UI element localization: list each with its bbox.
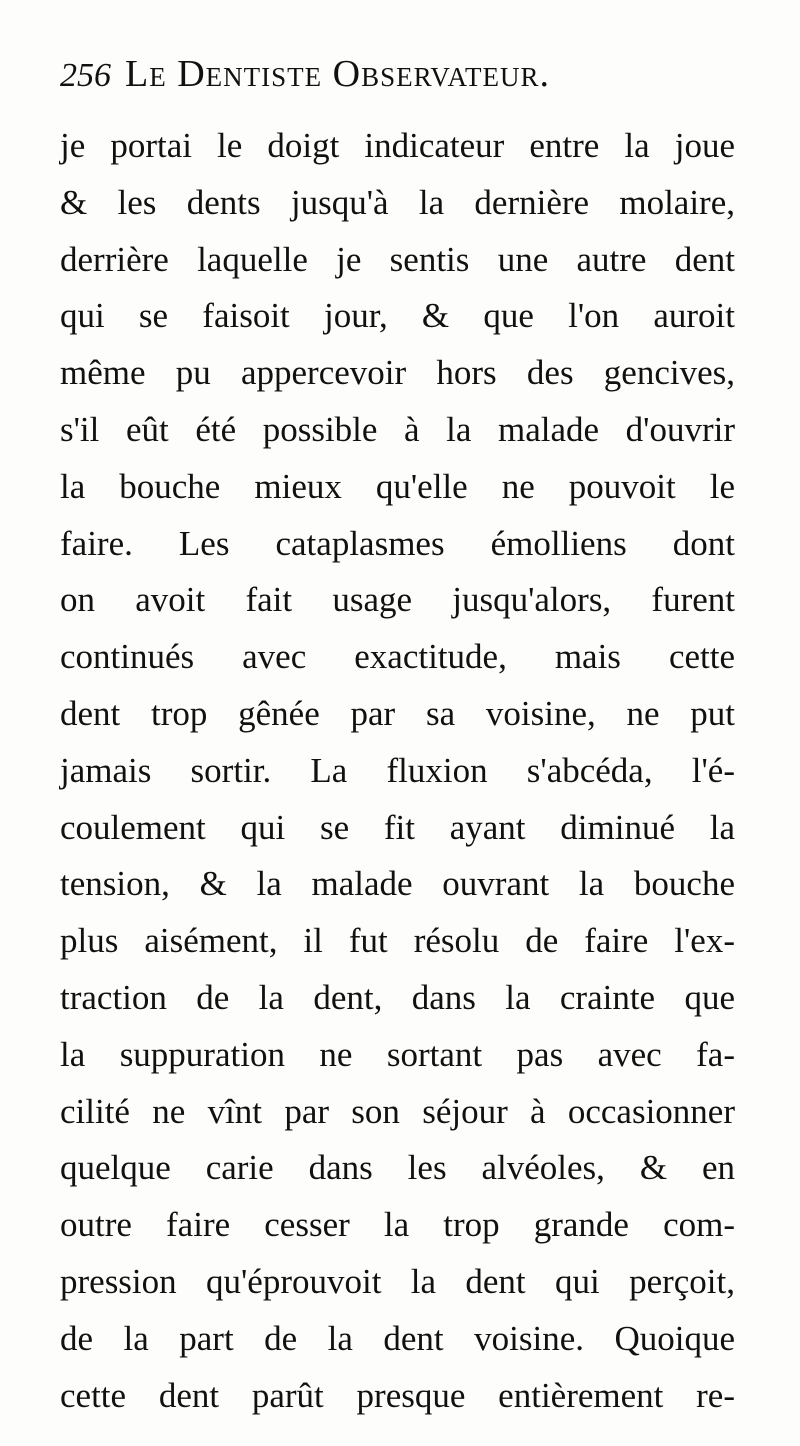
text-line: s'il eût été possible à la malade d'ouvrir <box>60 409 735 449</box>
text-line: coulement qui se fit ayant diminué la <box>60 807 735 847</box>
text-line: je portai le doigt indicateur entre la joue <box>60 126 735 165</box>
text-line: & les dents jusqu'à la dernière molaire, <box>60 182 735 222</box>
text-line: cette dent parût presque entièrement re- <box>60 1375 735 1415</box>
text-line: cilité ne vînt par son séjour à occasionner <box>60 1091 735 1131</box>
text-line: quelque carie dans les alvéoles, & en <box>60 1148 735 1188</box>
text-line: dent trop gênée par sa voisine, ne put <box>60 693 735 733</box>
text-line: qui se faisoit jour, & que l'on auroit <box>60 296 735 336</box>
text-line: la suppuration ne sortant pas avec fa- <box>60 1034 735 1074</box>
text-line: faire. Les cataplasmes émolliens dont <box>60 523 735 563</box>
text-line: de la part de la dent voisine. Quoique <box>60 1318 735 1358</box>
running-head <box>60 52 740 102</box>
text-line: on avoit fait usage jusqu'alors, furent <box>60 580 735 620</box>
text-line: outre faire cesser la trop grande com- <box>60 1205 735 1245</box>
text-line: pression qu'éprouvoit la dent qui perçoit, <box>60 1261 735 1301</box>
running-title: Le Dentiste Observateur. <box>125 53 550 95</box>
text-line: traction de la dent, dans la crainte que <box>60 977 735 1017</box>
page-number: 256 <box>60 57 111 94</box>
text-line: plus aisément, il fut résolu de faire l'ex- <box>60 921 735 961</box>
text-line: même pu appercevoir hors des gencives, <box>60 353 735 393</box>
text-line: jamais sortir. La fluxion s'abcéda, l'é- <box>60 750 735 790</box>
body-text <box>60 118 735 1424</box>
text-line: derrière laquelle je sentis une autre dent <box>60 239 735 279</box>
text-line: la bouche mieux qu'elle ne pouvoit le <box>60 466 735 506</box>
text-line: tension, & la malade ouvrant la bouche <box>60 864 735 904</box>
text-line: continués avec exactitude, mais cette <box>60 637 735 677</box>
